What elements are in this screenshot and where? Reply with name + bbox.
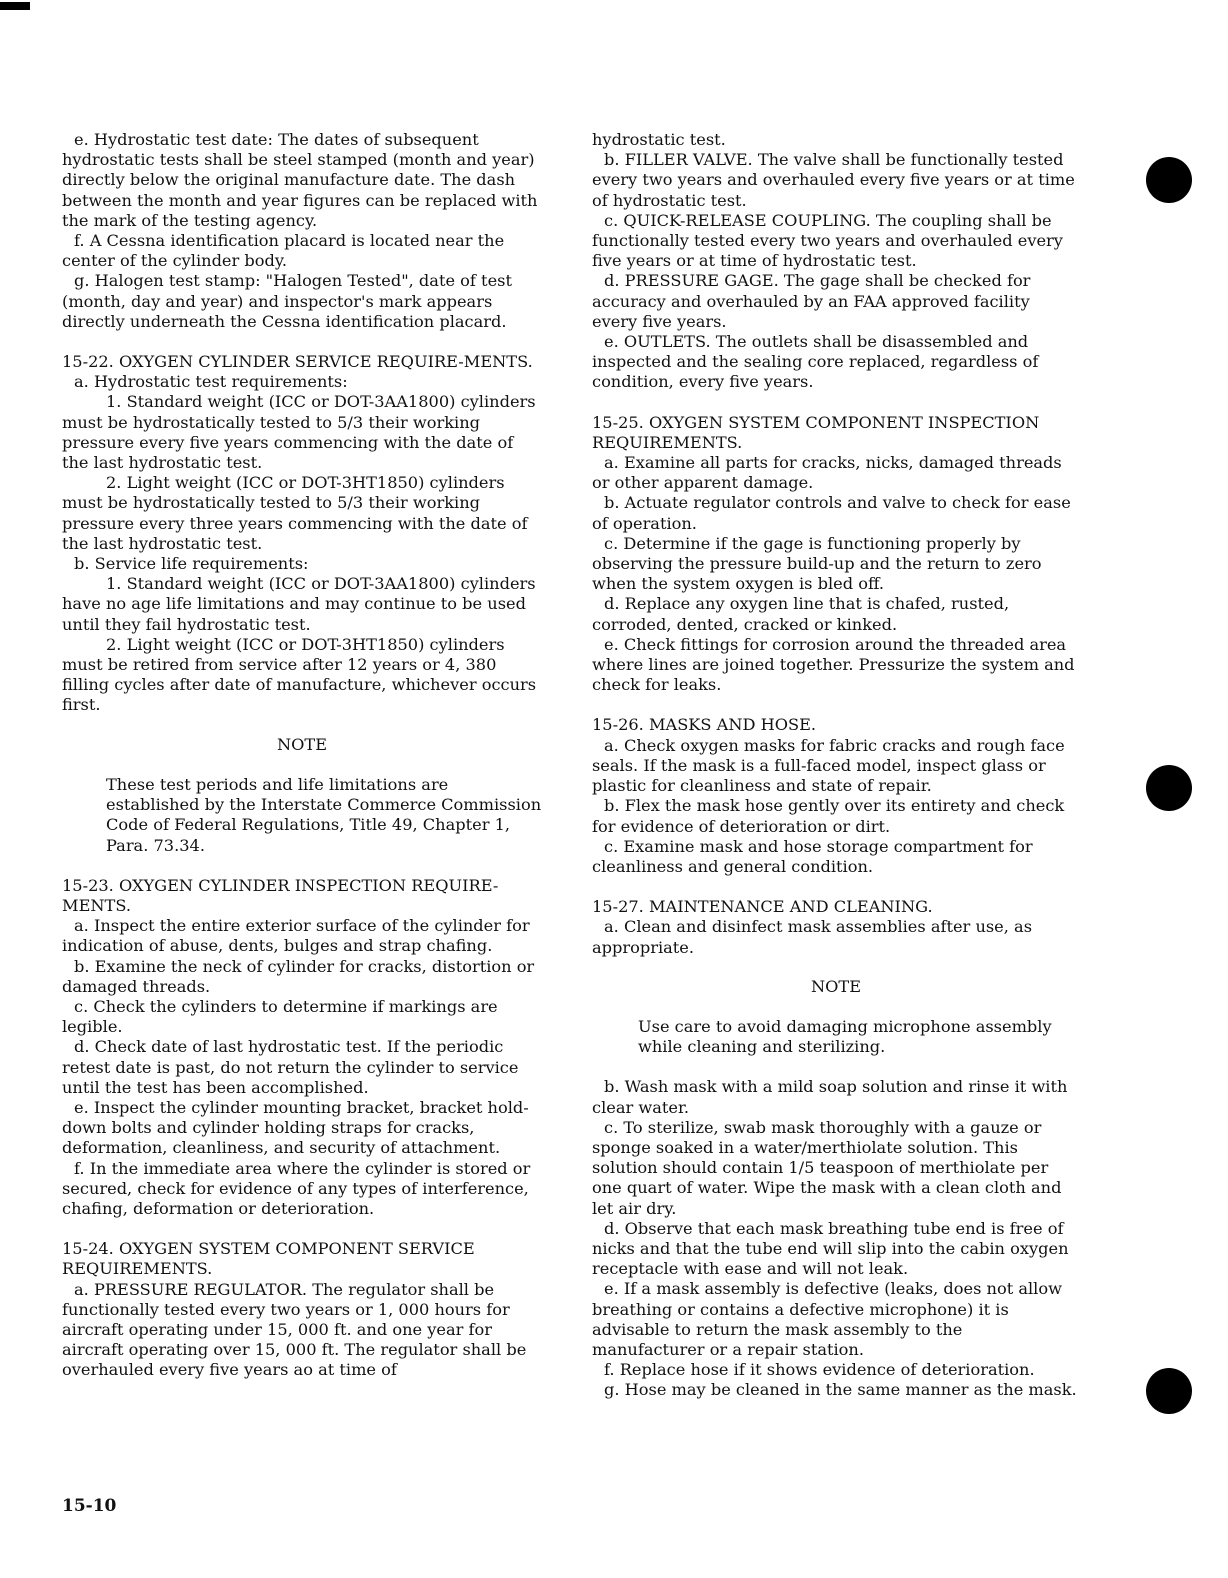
paragraph: c. To sterilize, swab mask thoroughly with a gauze or sponge soaked in a water/merthiolate solution. This solution should contain 1/5 teaspoon of merthiolate per one quart of water. Wipe the mask with a clean cloth and let air dry. xyxy=(592,1117,1062,1218)
section-heading-15-23: 15-23. OXYGEN CYLINDER INSPECTION REQUIRE-MENTS. xyxy=(62,875,499,915)
paragraph: f. Replace hose if it shows evidence of deterioration. xyxy=(604,1360,1035,1380)
right-column xyxy=(592,130,1080,1401)
paragraph: g. Hose may be cleaned in the same manner as the mask. xyxy=(604,1380,1077,1400)
note-heading: NOTE xyxy=(276,734,328,754)
note-heading: NOTE xyxy=(810,976,862,996)
paragraph: b. Service life requirements: xyxy=(74,554,309,574)
corner-registration-mark xyxy=(0,2,30,10)
note-text: These test periods and life limitations are established by the Interstate Commerce Commission Code of Federal Regulations, Title 49, Chapter 1, Para. 73.34. xyxy=(106,774,542,855)
section-heading-15-24: 15-24. OXYGEN SYSTEM COMPONENT SERVICE REQUIREMENTS. xyxy=(62,1239,475,1279)
section-heading-15-26: 15-26. MASKS AND HOSE. xyxy=(592,715,817,735)
paragraph: b. Examine the neck of cylinder for cracks, distortion or damaged threads. xyxy=(62,956,535,996)
paragraph: c. QUICK-RELEASE COUPLING. The coupling shall be functionally tested every two years and overhauled every five years or at time of hydrostatic test. xyxy=(592,210,1063,271)
note-text: Use care to avoid damaging microphone assembly while cleaning and sterilizing. xyxy=(638,1016,1052,1057)
binder-hole xyxy=(1146,765,1192,811)
paragraph: a. Examine all parts for cracks, nicks, damaged threads or other apparent damage. xyxy=(592,453,1062,493)
paragraph: e. OUTLETS. The outlets shall be disassembled and inspected and the sealing core replaced, regardless of condition, every five years. xyxy=(592,332,1039,392)
paragraph: f. In the immediate area where the cylinder is stored or secured, check for evidence of any types of interference, chafing, deformation or deterioration. xyxy=(62,1158,531,1218)
paragraph: a. Inspect the entire exterior surface of the cylinder for indication of abuse, dents, bulges and strap chafing. xyxy=(62,916,530,956)
paragraph: e. Inspect the cylinder mounting bracket, bracket hold-down bolts and cylinder holding straps for cracks, deformation, cleanliness, and security of attachment. xyxy=(62,1097,529,1158)
paragraph: b. Actuate regulator controls and valve to check for ease of operation. xyxy=(592,493,1071,533)
section-heading-15-27: 15-27. MAINTENANCE AND CLEANING. xyxy=(592,897,933,917)
section-heading-15-22: 15-22. OXYGEN CYLINDER SERVICE REQUIRE-MENTS. xyxy=(62,352,533,372)
paragraph: 2. Light weight (ICC or DOT-3HT1850) cylinders must be retired from service after 12 years or 4, 380 filling cycles after date of manufacture, whichever occurs first. xyxy=(62,634,537,715)
paragraph: a. PRESSURE REGULATOR. The regulator shall be functionally tested every two years or 1, 000 hours for aircraft operating under 15, 000 ft. and one year for aircraft operating over 15, 000 ft. The regulator shall be overhauled every five years ao at time of xyxy=(62,1279,527,1380)
paragraph: c. Check the cylinders to determine if markings are legible. xyxy=(62,996,498,1037)
paragraph: e. Hydrostatic test date: The dates of subsequent hydrostatic tests shall be steel stamped (month and year) directly below the original manufacture date. The dash between the month and year figures can be replaced with the mark of the testing agency. xyxy=(62,130,538,230)
paragraph: a. Clean and disinfect mask assemblies after use, as appropriate. xyxy=(592,917,1033,957)
left-column xyxy=(62,130,542,1381)
paragraph: d. Replace any oxygen line that is chafed, rusted, corroded, dented, cracked or kinked. xyxy=(592,594,1010,634)
paragraph: b. Flex the mask hose gently over its entirety and check for evidence of deterioration or dirt. xyxy=(592,796,1065,836)
paragraph: b. FILLER VALVE. The valve shall be functionally tested every two years and overhauled every five years or at time of hydrostatic test. xyxy=(592,150,1075,210)
paragraph: 2. Light weight (ICC or DOT-3HT1850) cylinders must be hydrostatically tested to 5/3 their working pressure every three years commencing with the date of the last hydrostatic test. xyxy=(62,473,528,553)
paragraph: b. Wash mask with a mild soap solution and rinse it with clear water. xyxy=(592,1077,1068,1117)
paragraph: 1. Standard weight (ICC or DOT-3AA1800) cylinders have no age life limitations and may continue to be used until they fail hydrostatic test. xyxy=(62,574,536,634)
paragraph: c. Examine mask and hose storage compartment for cleanliness and general condition. xyxy=(592,836,1033,876)
paragraph: d. PRESSURE GAGE. The gage shall be checked for accuracy and overhauled by an FAA approved facility every five years. xyxy=(592,271,1031,331)
paragraph: c. Determine if the gage is functioning properly by observing the pressure build-up and the return to zero when the system oxygen is bled off. xyxy=(592,533,1042,594)
binder-hole xyxy=(1146,157,1192,203)
paragraph: d. Check date of last hydrostatic test. If the periodic retest date is past, do not return the cylinder to service until the test has been accomplished. xyxy=(62,1037,519,1097)
paragraph: d. Observe that each mask breathing tube end is free of nicks and that the tube end will slip into the cabin oxygen receptacle with ease and will not leak. xyxy=(592,1218,1069,1279)
page-number: 15-10 xyxy=(62,1496,117,1516)
paragraph: g. Halogen test stamp: "Halogen Tested", date of test (month, day and year) and inspector's mark appears directly underneath the Cessna identification placard. xyxy=(62,271,512,331)
paragraph: e. Check fittings for corrosion around the threaded area where lines are joined together. Pressurize the system and check for leaks. xyxy=(592,634,1075,695)
paragraph: hydrostatic test. xyxy=(592,130,726,149)
paragraph: a. Check oxygen masks for fabric cracks and rough face seals. If the mask is a full-faced model, inspect glass or plastic for cleanliness and state of repair. xyxy=(592,735,1065,796)
paragraph: e. If a mask assembly is defective (leaks, does not allow breathing or contains a defective microphone) it is advisable to return the mask assembly to the manufacturer or a repair station. xyxy=(592,1279,1062,1359)
paragraph: a. Hydrostatic test requirements: xyxy=(74,372,348,392)
paragraph: f. A Cessna identification placard is located near the center of the cylinder body. xyxy=(62,231,505,271)
paragraph: 1. Standard weight (ICC or DOT-3AA1800) cylinders must be hydrostatically tested to 5/3 their working pressure every five years commencing with the date of the last hydrostatic test. xyxy=(62,392,536,473)
section-heading-15-25: 15-25. OXYGEN SYSTEM COMPONENT INSPECTION REQUIREMENTS. xyxy=(592,412,1040,452)
binder-hole xyxy=(1146,1368,1192,1414)
